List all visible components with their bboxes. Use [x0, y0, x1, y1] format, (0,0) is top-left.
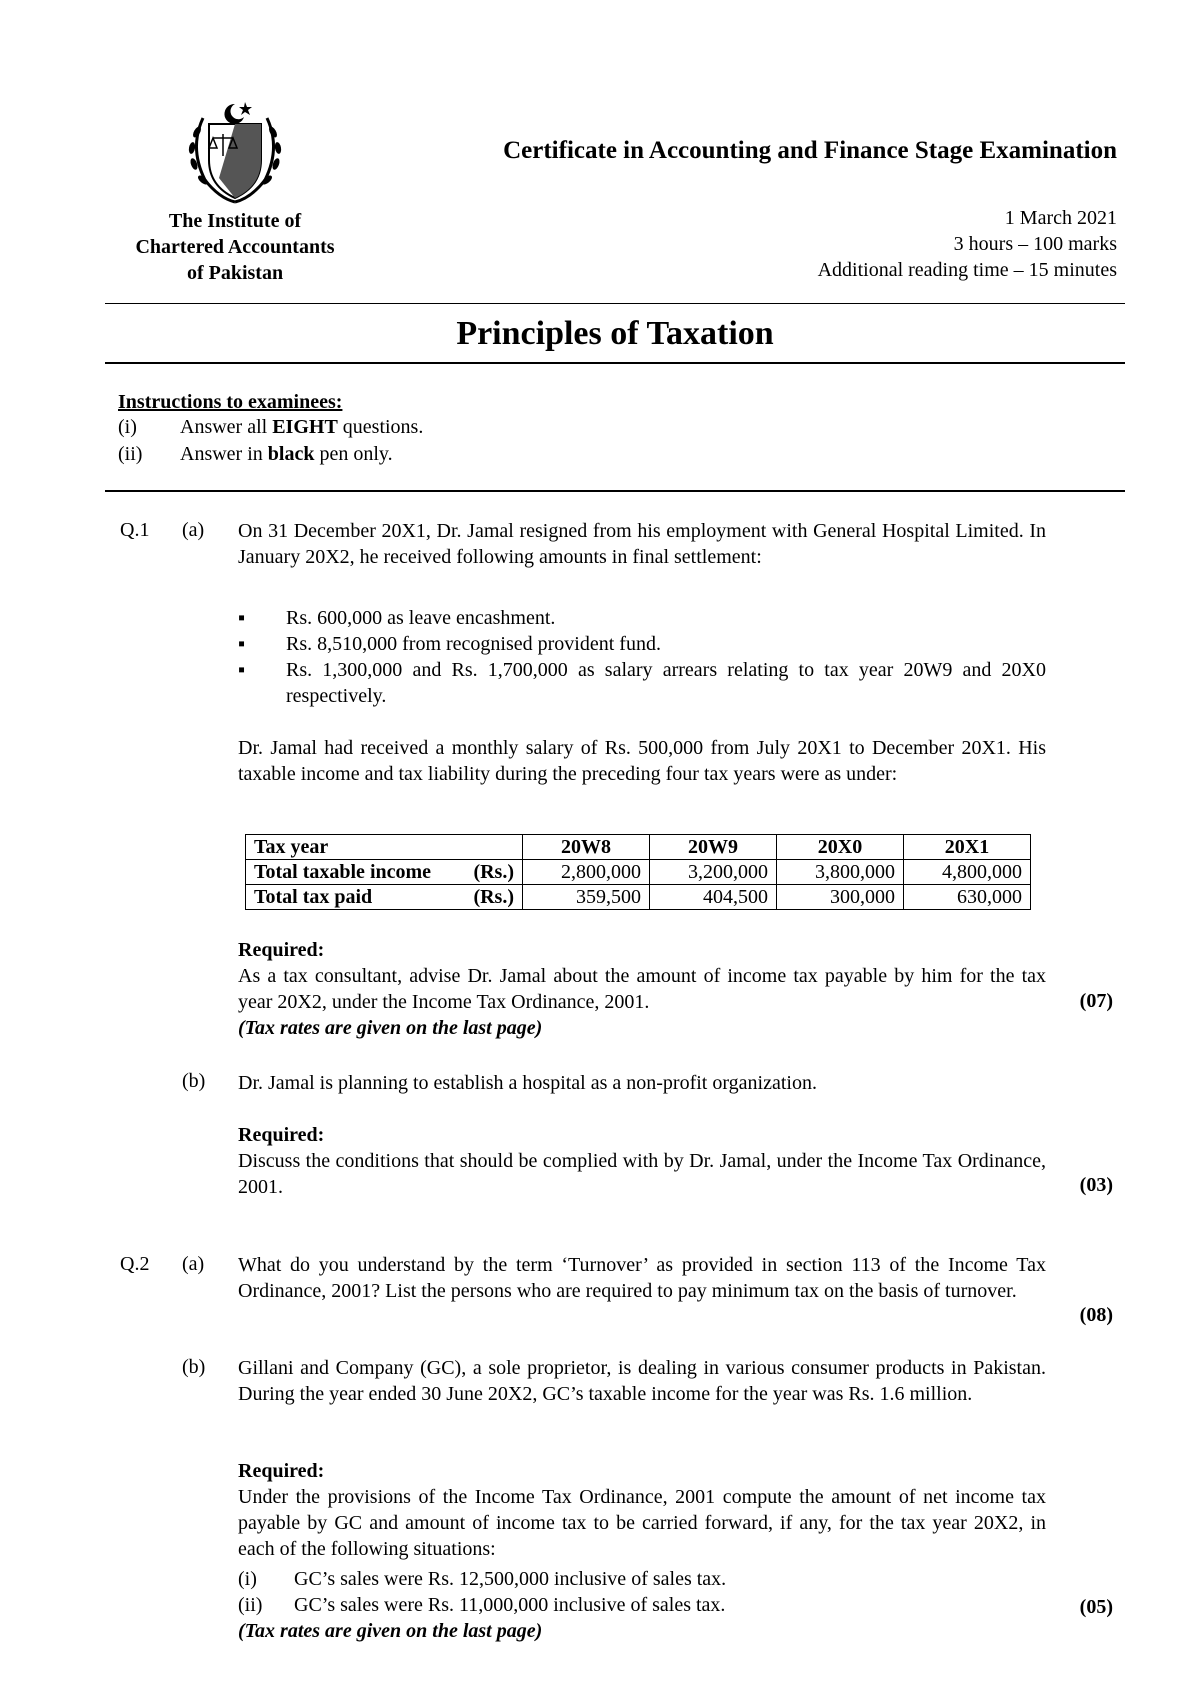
- instruction-text: Answer in black pen only.: [180, 443, 393, 465]
- required-heading: Required:: [238, 939, 325, 961]
- table-cell: 3,200,000: [650, 860, 777, 885]
- question-number: Q.1: [120, 519, 150, 541]
- row-label: Total tax paid (Rs.): [246, 885, 523, 910]
- required-heading: Required:: [238, 1124, 325, 1146]
- row-label: Total taxable income (Rs.): [246, 860, 523, 885]
- list-item: (ii) GC’s sales were Rs. 11,000,000 inclusive of sales tax.: [238, 1594, 726, 1616]
- institute-line-3: of Pakistan: [186, 262, 284, 284]
- instruction-item: [118, 443, 393, 466]
- list-item: ▪ Rs. 600,000 as leave encashment.: [238, 605, 1046, 631]
- instruction-number: (ii): [118, 443, 143, 465]
- column-header: 20X0: [777, 835, 904, 860]
- institute-line-1: The Institute of: [168, 210, 302, 232]
- divider: [105, 303, 1125, 304]
- table-cell: 359,500: [523, 885, 650, 910]
- exam-title: Certificate in Accounting and Finance Stage Examination: [503, 137, 1117, 164]
- list-item: ▪ Rs. 8,510,000 from recognised provident fund.: [238, 631, 1046, 657]
- table-row: [246, 885, 1031, 910]
- column-header: 20W8: [523, 835, 650, 860]
- table-row: [246, 860, 1031, 885]
- exam-duration: 3 hours – 100 marks: [953, 233, 1117, 255]
- q2a-text: What do you understand by the term ‘Turnover’ as provided in section 113 of the Income Tax Ordinance, 2001? List the persons who are required to pay minimum tax on the basis of turnover.: [238, 1254, 1046, 1302]
- table-cell: 630,000: [904, 885, 1031, 910]
- exam-date: 1 March 2021: [1004, 207, 1117, 229]
- table-cell: 4,800,000: [904, 860, 1031, 885]
- table-cell: 404,500: [650, 885, 777, 910]
- column-header: Tax year: [246, 835, 523, 860]
- part-label: (b): [182, 1070, 206, 1092]
- required-text: Discuss the conditions that should be complied with by Dr. Jamal, under the Income Tax Ordinance, 2001.: [238, 1150, 1046, 1198]
- q1a-intro: On 31 December 20X1, Dr. Jamal resigned from his employment with General Hospital Limited. In January 20X2, he received following amounts in final settlement:: [238, 520, 1046, 568]
- tax-rates-note: (Tax rates are given on the last page): [238, 1017, 543, 1039]
- marks: (08): [1079, 1304, 1113, 1326]
- table-cell: 2,800,000: [523, 860, 650, 885]
- required-text: Under the provisions of the Income Tax Ordinance, 2001 compute the amount of net income tax payable by GC and amount of income tax to be carried forward, if any, for the tax year 20X2, in each of the following situations:: [238, 1486, 1046, 1560]
- divider: [105, 490, 1125, 492]
- q1a-required: [238, 937, 1046, 1041]
- required-heading: Required:: [238, 1460, 325, 1482]
- q2b-required: [238, 1458, 1046, 1644]
- table-cell: 300,000: [777, 885, 904, 910]
- instruction-text: Answer all EIGHT questions.: [180, 416, 424, 438]
- q1a-bullets: [238, 605, 1046, 709]
- situation-list: [238, 1566, 1046, 1618]
- exam-meta: [700, 205, 1117, 283]
- q2b-text: Gillani and Company (GC), a sole proprietor, is dealing in various consumer products in Pakistan. During the year ended 30 June 20X2, GC’s taxable income for the year was Rs. 1.6 million.: [238, 1357, 1046, 1405]
- required-text: As a tax consultant, advise Dr. Jamal about the amount of income tax payable by him for the tax year 20X2, under the Income Tax Ordinance, 2001.: [238, 965, 1046, 1013]
- tax-rates-note: (Tax rates are given on the last page): [238, 1620, 543, 1642]
- q1b-required: [238, 1122, 1046, 1200]
- table-cell: 3,800,000: [777, 860, 904, 885]
- subject-title: Principles of Taxation: [456, 315, 774, 352]
- table-header-row: [246, 835, 1031, 860]
- instruction-item: [118, 416, 423, 439]
- part-label: (b): [182, 1356, 206, 1378]
- instructions-heading: Instructions to examinees:: [118, 391, 343, 413]
- marks: (07): [1079, 990, 1113, 1012]
- column-header: 20W9: [650, 835, 777, 860]
- question-number: Q.2: [120, 1253, 150, 1275]
- marks: (05): [1079, 1596, 1113, 1618]
- part-label: (a): [182, 519, 205, 541]
- instruction-number: (i): [118, 416, 137, 438]
- tax-history-table: [245, 834, 1031, 910]
- institute-line-2: Chartered Accountants: [135, 236, 335, 258]
- list-item: ▪ Rs. 1,300,000 and Rs. 1,700,000 as salary arrears relating to tax year 20W9 and 20X0 respectively.: [238, 657, 1046, 709]
- reading-time: Additional reading time – 15 minutes: [817, 259, 1117, 281]
- institute-logo: [175, 98, 295, 206]
- q1a-paragraph: Dr. Jamal had received a monthly salary of Rs. 500,000 from July 20X1 to December 20X1. His taxable income and tax liability during the preceding four tax years were as under:: [238, 737, 1046, 785]
- column-header: 20X1: [904, 835, 1031, 860]
- marks: (03): [1079, 1174, 1113, 1196]
- divider: [105, 362, 1125, 364]
- list-item: (i) GC’s sales were Rs. 12,500,000 inclusive of sales tax.: [238, 1568, 727, 1590]
- q1b-text: Dr. Jamal is planning to establish a hospital as a non-profit organization.: [238, 1072, 817, 1094]
- part-label: (a): [182, 1253, 205, 1275]
- institute-name: [100, 208, 370, 286]
